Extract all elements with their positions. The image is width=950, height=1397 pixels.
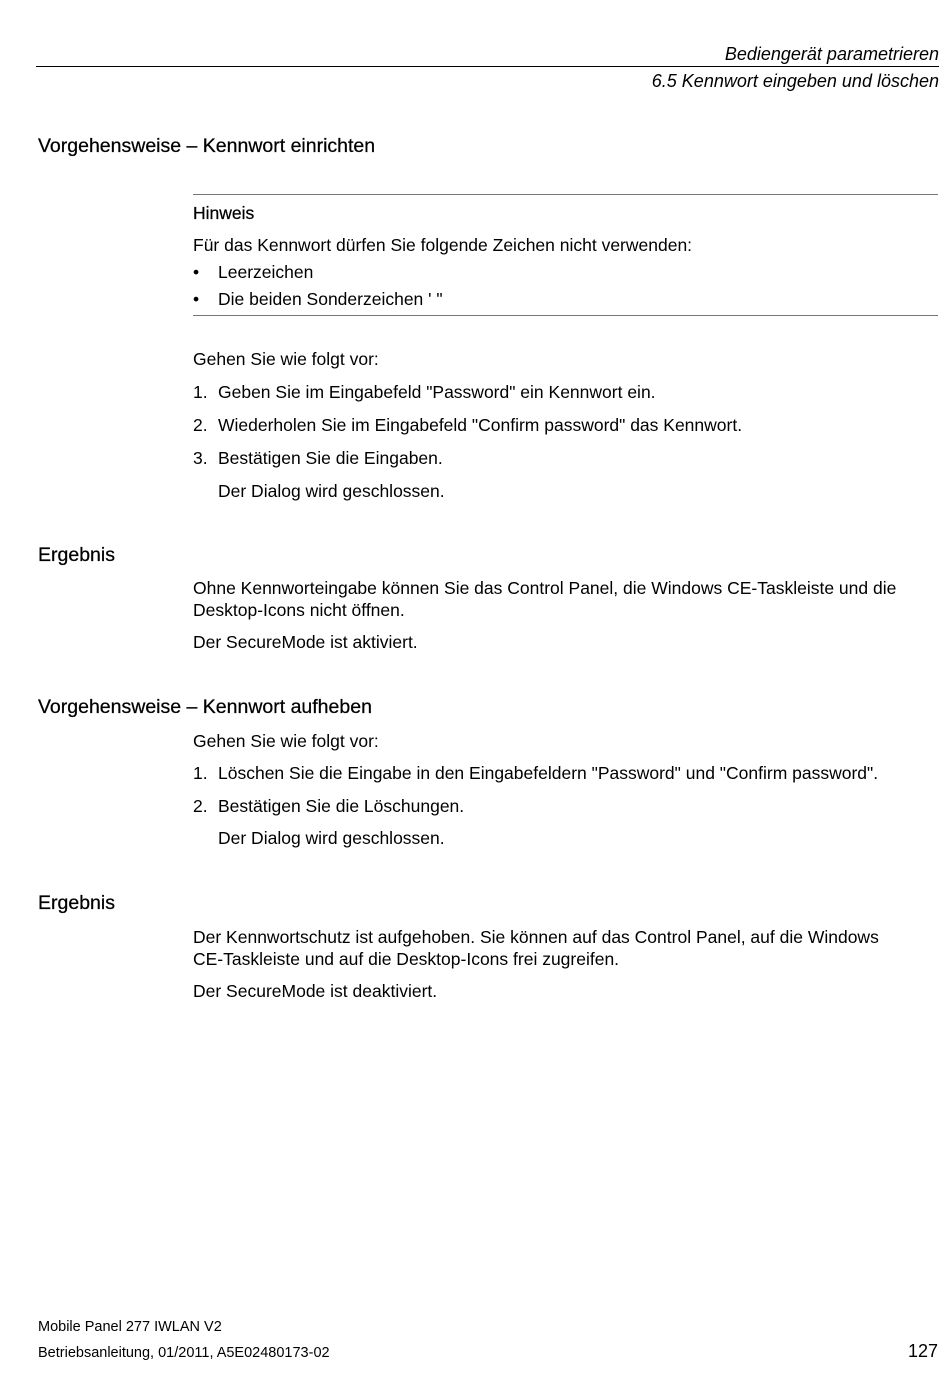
result-status: Der SecureMode ist aktiviert. [193,632,418,652]
note-top-rule [193,194,938,195]
footer-manual: Betriebsanleitung, 01/2011, A5E02480173-02 [38,1345,330,1361]
result-text-line: Desktop-Icons nicht öffnen. [193,600,405,620]
step-text: Wiederholen Sie im Eingabefeld "Confirm password" das Kennwort. [218,415,743,435]
bullet-icon: • [193,289,200,309]
header-chapter: Bediengerät parametrieren [724,44,939,64]
procedure-intro: Gehen Sie wie folgt vor: [193,731,379,751]
step-result: Der Dialog wird geschlossen. [218,481,445,501]
step-number: 1. [193,382,208,402]
note-bullet: Die beiden Sonderzeichen ' " [218,289,443,309]
result-heading: Ergebnis [38,544,115,566]
result-heading: Ergebnis [38,892,115,914]
page-number: 127 [907,1341,938,1361]
step-result: Der Dialog wird geschlossen. [218,828,445,848]
step-number: 1. [193,763,208,783]
step-number: 3. [193,448,208,468]
note-text: Für das Kennwort dürfen Sie folgende Zeichen nicht verwenden: [193,235,693,255]
section-heading-set-password: Vorgehensweise – Kennwort einrichten [38,135,376,157]
note-bottom-rule [193,315,938,316]
header-divider [36,66,939,67]
note-title: Hinweis [193,203,255,223]
footer-product: Mobile Panel 277 IWLAN V2 [38,1319,222,1335]
bullet-icon: • [193,262,200,282]
procedure-intro: Gehen Sie wie folgt vor: [193,349,379,369]
step-number: 2. [193,415,208,435]
step-text: Geben Sie im Eingabefeld "Password" ein Kennwort ein. [218,382,656,402]
step-number: 2. [193,796,208,816]
header-section: 6.5 Kennwort eingeben und löschen [651,71,939,91]
step-text: Bestätigen Sie die Eingaben. [218,448,443,468]
result-text-line: Ohne Kennworteingabe können Sie das Control Panel, die Windows CE-Taskleiste und die [193,578,897,598]
result-text-line: Der Kennwortschutz ist aufgehoben. Sie können auf das Control Panel, auf die Windows [193,927,879,947]
section-heading-remove-password: Vorgehensweise – Kennwort aufheben [38,696,372,718]
note-bullet: Leerzeichen [218,262,314,282]
result-status: Der SecureMode ist deaktiviert. [193,981,438,1001]
step-text: Bestätigen Sie die Löschungen. [218,796,465,816]
step-text: Löschen Sie die Eingabe in den Eingabefeldern "Password" und "Confirm password". [218,763,879,783]
result-text-line: CE-Taskleiste und auf die Desktop-Icons frei zugreifen. [193,949,620,969]
